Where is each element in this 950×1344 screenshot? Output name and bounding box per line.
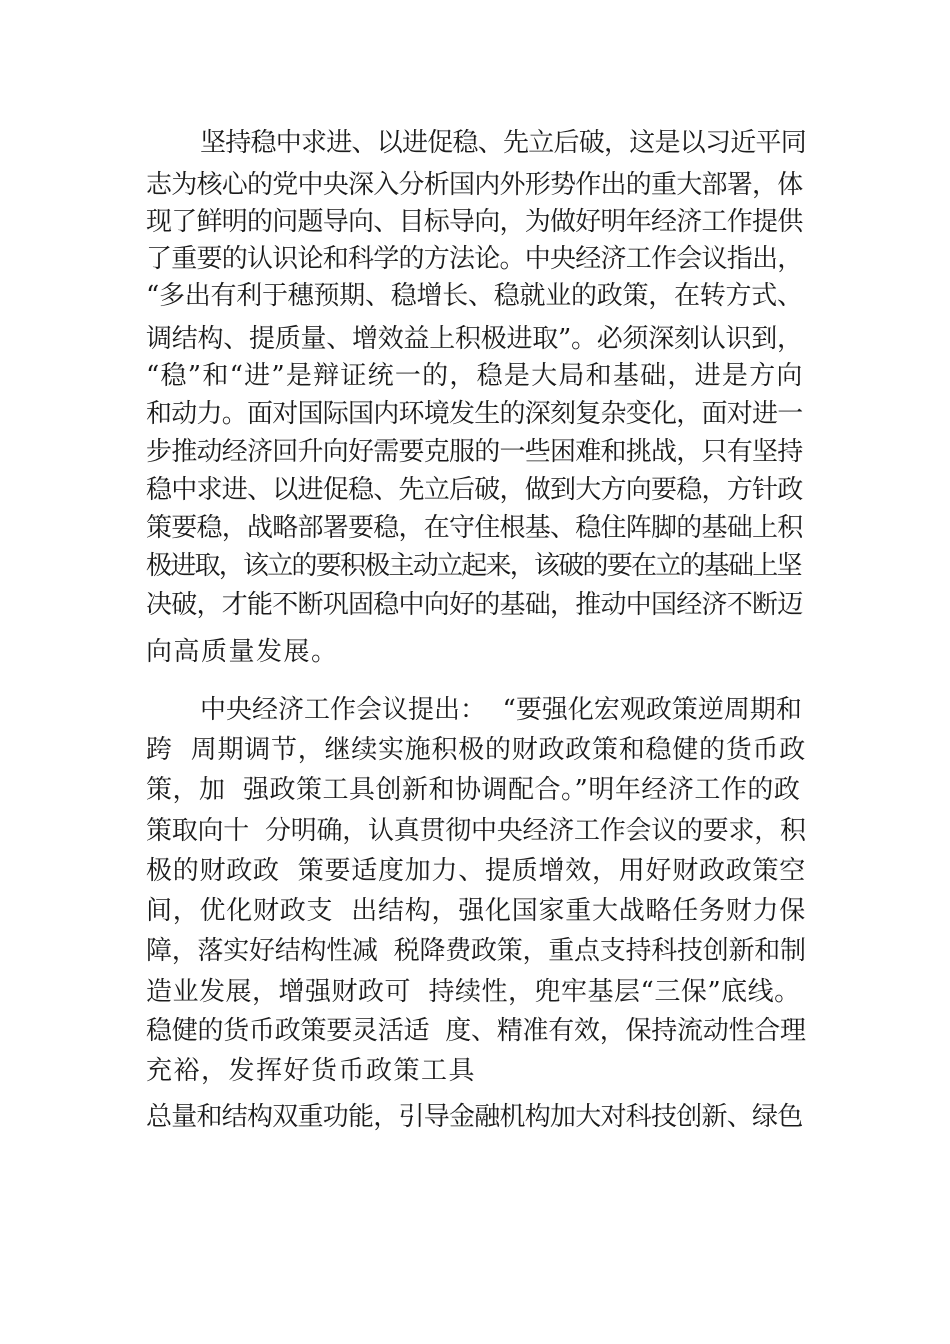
- paragraph-2-line-10: 充裕，发挥好货币政策工具: [146, 1056, 477, 1086]
- paragraph-1-line-5: “多出有利于穗预期、稳增长、稳就业的政策，在转方式、: [146, 281, 803, 311]
- paragraph-2-line-2: 跨 周期调节，继续实施积极的财政政策和稳健的货币政: [146, 735, 807, 765]
- paragraph-1-line-13: 决破，才能不断巩固稳中向好的基础，推动中国经济不断迈: [146, 590, 803, 620]
- paragraph-1-line-8: 和动力。面对国际国内环境发生的深刻复杂变化，面对进一: [146, 399, 803, 429]
- paragraph-2-line-6: 间，优化财政支 出结构，强化国家重大战略任务财力保: [146, 896, 807, 926]
- paragraph-1-line-10: 稳中求进、以进促稳、先立后破，做到大方向要稳，方针政: [146, 475, 803, 505]
- paragraph-2-line-1: 中央经济工作会议提出： “要强化宏观政策逆周期和: [200, 695, 802, 725]
- paragraph-1-line-11: 策要稳，战略部署要稳，在守住根基、稳住阵脚的基础上积: [146, 513, 803, 543]
- paragraph-1-line-14: 向高质量发展。: [146, 637, 339, 667]
- paragraph-3-line-1: 总量和结构双重功能，引导金融机构加大对科技创新、绿色: [146, 1102, 803, 1132]
- paragraph-1-line-3: 现了鲜明的问题导向、目标导向，为做好明年经济工作提供: [146, 207, 803, 237]
- paragraph-1-line-1: 坚持稳中求进、以进促稳、先立后破，这是以习近平同: [200, 128, 807, 158]
- paragraph-1-line-7: “稳”和“进”是辩证统一的，稳是大局和基础，进是方向: [146, 361, 804, 391]
- paragraph-2-line-4: 策取向十 分明确，认真贯彻中央经济工作会议的要求，积: [146, 816, 806, 846]
- paragraph-1-line-4: 了重要的认识论和科学的方法论。中央经济工作会议指出，: [146, 244, 803, 274]
- paragraph-2-line-3: 策，加 强政策工具创新和协调配合。”明年经济工作的政: [146, 775, 801, 805]
- paragraph-1-line-6: 调结构、提质量、增效益上积极进取”。必须深刻认识到，: [146, 324, 803, 354]
- paragraph-1-line-9: 步推动经济回升向好需要克服的一些困难和挑战，只有坚持: [146, 437, 803, 467]
- paragraph-2-line-8: 造业发展，增强财政可 持续性，兜牢基层“三保”底线。: [146, 977, 801, 1007]
- paragraph-1-line-12: 极进取，该立的要积极主动立起来，该破的要在立的基础上坚: [146, 551, 801, 581]
- paragraph-1-line-2: 志为核心的党中央深入分析国内外形势作出的重大部署，体: [146, 170, 803, 200]
- paragraph-2-line-7: 障，落实好结构性减 税降费政策，重点支持科技创新和制: [146, 936, 806, 966]
- paragraph-2-line-9: 稳健的货币政策要灵活适 度、精准有效，保持流动性合理: [146, 1016, 806, 1046]
- paragraph-2-line-5: 极的财政政 策要适度加力、提质增效，用好财政政策空: [146, 856, 807, 886]
